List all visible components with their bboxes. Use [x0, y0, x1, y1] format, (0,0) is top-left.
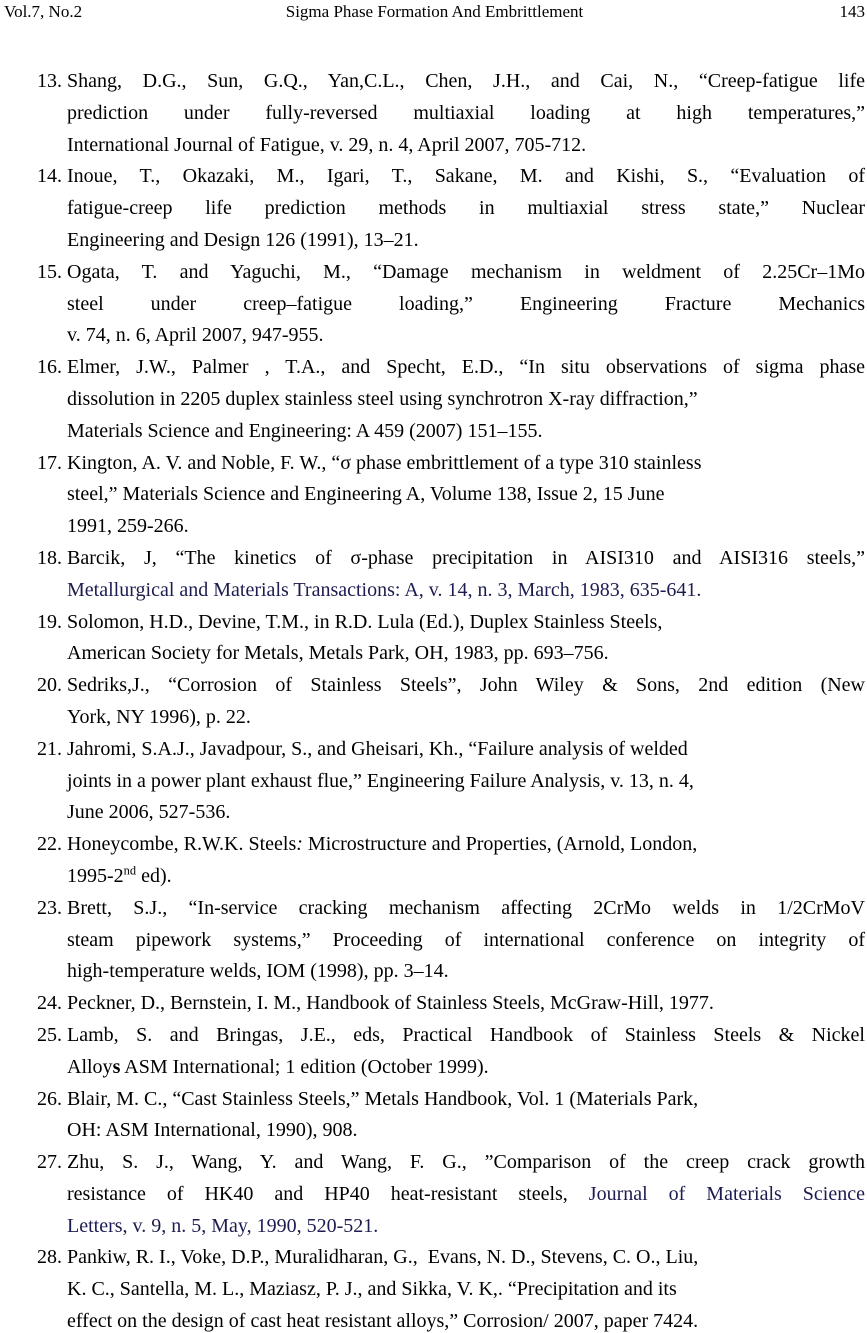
reference-line [37, 766, 865, 798]
reference-text: American Society for Metals, Metals Park, OH, 1983, pp. 693–756. [67, 642, 609, 665]
reference-text: Engineering and Design 126 (1991), 13–21. [67, 228, 419, 251]
reference-line [37, 797, 865, 829]
reference-item [37, 734, 865, 829]
reference-item [37, 352, 865, 447]
reference-text: v. 74, n. 6, April 2007, 947-955. [67, 324, 324, 347]
reference-item [37, 1147, 865, 1242]
reference-text: International Journal of Fatigue, v. 29, n. 4, April 2007, 705-712. [67, 133, 587, 156]
reference-text: resistance of HK40 and HP40 heat-resistant steels, [67, 1182, 589, 1205]
reference-text: effect on the design of cast heat resistant alloys,” Corrosion/ 2007, paper 7424. [67, 1310, 699, 1333]
header-page-number: 143 [839, 2, 865, 21]
reference-text: high-temperature welds, IOM (1998), pp. 3–14. [67, 960, 449, 983]
reference-text: ed). [136, 864, 172, 887]
reference-text: Elmer, J.W., Palmer , T.A., and Specht, E.D., “In situ observations of sigma phase [67, 356, 865, 379]
reference-line [37, 1084, 865, 1116]
reference-number: 18. [37, 546, 62, 569]
journal-highlight-text: Metallurgical and Materials Transactions: A, v. 14, n. 3, March, 1983, 635-641. [67, 578, 702, 601]
reference-number: 15. [37, 260, 62, 283]
reference-text: Materials Science and Engineering: A 459 (2007) 151–155. [67, 419, 543, 442]
reference-item [37, 670, 865, 734]
reference-item [37, 257, 865, 352]
reference-line [37, 1242, 865, 1274]
reference-item [37, 1242, 865, 1333]
reference-line [37, 479, 865, 511]
reference-text: nd [123, 863, 137, 878]
reference-line [37, 289, 865, 321]
reference-line [37, 1179, 865, 1211]
reference-line [37, 543, 865, 575]
reference-line [37, 1115, 865, 1147]
reference-line [37, 352, 865, 384]
reference-text: Brett, S.J., “In-service cracking mechanism affecting 2CrMo welds in 1/2CrMoV [67, 896, 865, 919]
reference-line [37, 1052, 865, 1084]
reference-item [37, 829, 865, 893]
reference-number: 23. [37, 896, 62, 919]
reference-line [37, 98, 865, 130]
reference-line [37, 1020, 865, 1052]
reference-text: Kington, A. V. and Noble, F. W., “σ phase embrittlement of a type 310 stainless [67, 451, 702, 474]
reference-text: Solomon, H.D., Devine, T.M., in R.D. Lula (Ed.), Duplex Stainless Steels, [67, 610, 663, 633]
reference-text: Microstructure and Properties, (Arnold, London, [302, 833, 698, 856]
reference-item [37, 1020, 865, 1084]
reference-line [37, 1306, 865, 1333]
reference-line [37, 161, 865, 193]
reference-text: Sedriks,J., “Corrosion of Stainless Steels”, John Wiley & Sons, 2nd edition (New [67, 674, 865, 697]
reference-text: 1995-2 [67, 864, 124, 887]
reference-text: dissolution in 2205 duplex stainless steel using synchrotron X-ray diffraction,” [67, 387, 698, 410]
reference-line [37, 1147, 865, 1179]
reference-item [37, 893, 865, 988]
reference-number: 13. [37, 70, 62, 92]
reference-line [37, 638, 865, 670]
reference-text: steel,” Materials Science and Engineering A, Volume 138, Issue 2, 15 June [67, 483, 665, 506]
reference-line [37, 893, 865, 925]
reference-item [37, 543, 865, 607]
reference-text: fatigue-creep life prediction methods in multiaxial stress state,” Nuclear [67, 197, 865, 220]
reference-text: Alloy [67, 1055, 113, 1078]
reference-number: 28. [37, 1246, 62, 1269]
reference-item [37, 607, 865, 671]
reference-line [37, 225, 865, 257]
reference-line [37, 988, 865, 1020]
reference-line [37, 130, 865, 162]
reference-line [37, 829, 865, 861]
reference-line [37, 607, 865, 639]
reference-text: s [112, 1055, 121, 1078]
reference-line [37, 511, 865, 543]
reference-number: 27. [37, 1151, 62, 1174]
reference-text: Inoue, T., Okazaki, M., Igari, T., Sakane, M. and Kishi, S., “Evaluation of [67, 165, 865, 188]
reference-line [37, 702, 865, 734]
journal-highlight-text: Journal of Materials Science [588, 1182, 865, 1205]
reference-line [37, 384, 865, 416]
reference-text: June 2006, 527-536. [67, 801, 231, 824]
header-title: Sigma Phase Formation And Embrittlement [285, 2, 584, 21]
reference-line [37, 861, 865, 893]
reference-text: joints in a power plant exhaust flue,” Engineering Failure Analysis, v. 13, n. 4, [67, 769, 694, 792]
references-list [37, 66, 865, 1333]
reference-number: 16. [37, 356, 62, 379]
reference-text: Ogata, T. and Yaguchi, M., “Damage mechanism in weldment of 2.25Cr–1Mo [67, 260, 865, 283]
header-volume: Vol.7, No.2 [4, 2, 83, 21]
reference-line [37, 416, 865, 448]
reference-line [37, 448, 865, 480]
reference-text: Barcik, J, “The kinetics of σ-phase precipitation in AISI310 and AISI316 steels,” [67, 546, 865, 569]
reference-item [37, 1084, 865, 1148]
reference-text: steel under creep–fatigue loading,” Engineering Fracture Mechanics [67, 292, 865, 315]
page-header [0, 0, 867, 22]
reference-text: Pankiw, R. I., Voke, D.P., Muralidharan, G., Evans, N. D., Stevens, C. O., Liu, [67, 1246, 699, 1269]
reference-text: ASM International; 1 edition (October 1999). [120, 1055, 489, 1078]
reference-number: 21. [37, 737, 62, 760]
reference-line [37, 925, 865, 957]
reference-item [37, 988, 865, 1020]
reference-text: steam pipework systems,” Proceeding of international conference on integrity of [67, 928, 865, 951]
reference-text: Lamb, S. and Bringas, J.E., eds, Practical Handbook of Stainless Steels & Nickel [67, 1023, 865, 1046]
reference-text: York, NY 1996), p. 22. [67, 705, 251, 728]
reference-number: 14. [37, 165, 62, 188]
reference-text: Blair, M. C., “Cast Stainless Steels,” Metals Handbook, Vol. 1 (Materials Park, [67, 1087, 699, 1110]
reference-text: Zhu, S. J., Wang, Y. and Wang, F. G., ”Comparison of the creep crack growth [67, 1151, 865, 1174]
reference-line [37, 320, 865, 352]
reference-text: Peckner, D., Bernstein, I. M., Handbook of Stainless Steels, McGraw-Hill, 1977. [67, 992, 714, 1015]
reference-text: Shang, D.G., Sun, G.Q., Yan,C.L., Chen, J.H., and Cai, N., “Creep-fatigue life [67, 70, 865, 92]
reference-line [37, 956, 865, 988]
reference-text: 1991, 259-266. [67, 515, 189, 538]
reference-text: K. C., Santella, M. L., Maziasz, P. J., and Sikka, V. K,. “Precipitation and its [67, 1278, 677, 1301]
reference-line [37, 575, 865, 607]
reference-text: : [296, 833, 303, 856]
reference-line [37, 734, 865, 766]
reference-item [37, 448, 865, 543]
reference-number: 24. [37, 992, 62, 1015]
reference-line [37, 257, 865, 289]
reference-number: 17. [37, 451, 62, 474]
reference-line [37, 66, 865, 98]
reference-number: 26. [37, 1087, 62, 1110]
reference-text: OH: ASM International, 1990), 908. [67, 1119, 358, 1142]
reference-number: 19. [37, 610, 62, 633]
reference-text: Honeycombe, R.W.K. Steels [67, 833, 297, 856]
journal-highlight-text: Letters, v. 9, n. 5, May, 1990, 520-521. [67, 1214, 379, 1237]
reference-number: 20. [37, 674, 62, 697]
reference-line [37, 1211, 865, 1243]
reference-line [37, 1274, 865, 1306]
reference-number: 25. [37, 1023, 62, 1046]
reference-number: 22. [37, 833, 62, 856]
reference-text: Jahromi, S.A.J., Javadpour, S., and Gheisari, Kh., “Failure analysis of welded [67, 737, 688, 760]
reference-line [37, 193, 865, 225]
reference-item [37, 161, 865, 256]
reference-item [37, 66, 865, 161]
reference-text: prediction under fully-reversed multiaxial loading at high temperatures,” [67, 101, 865, 124]
reference-line [37, 670, 865, 702]
